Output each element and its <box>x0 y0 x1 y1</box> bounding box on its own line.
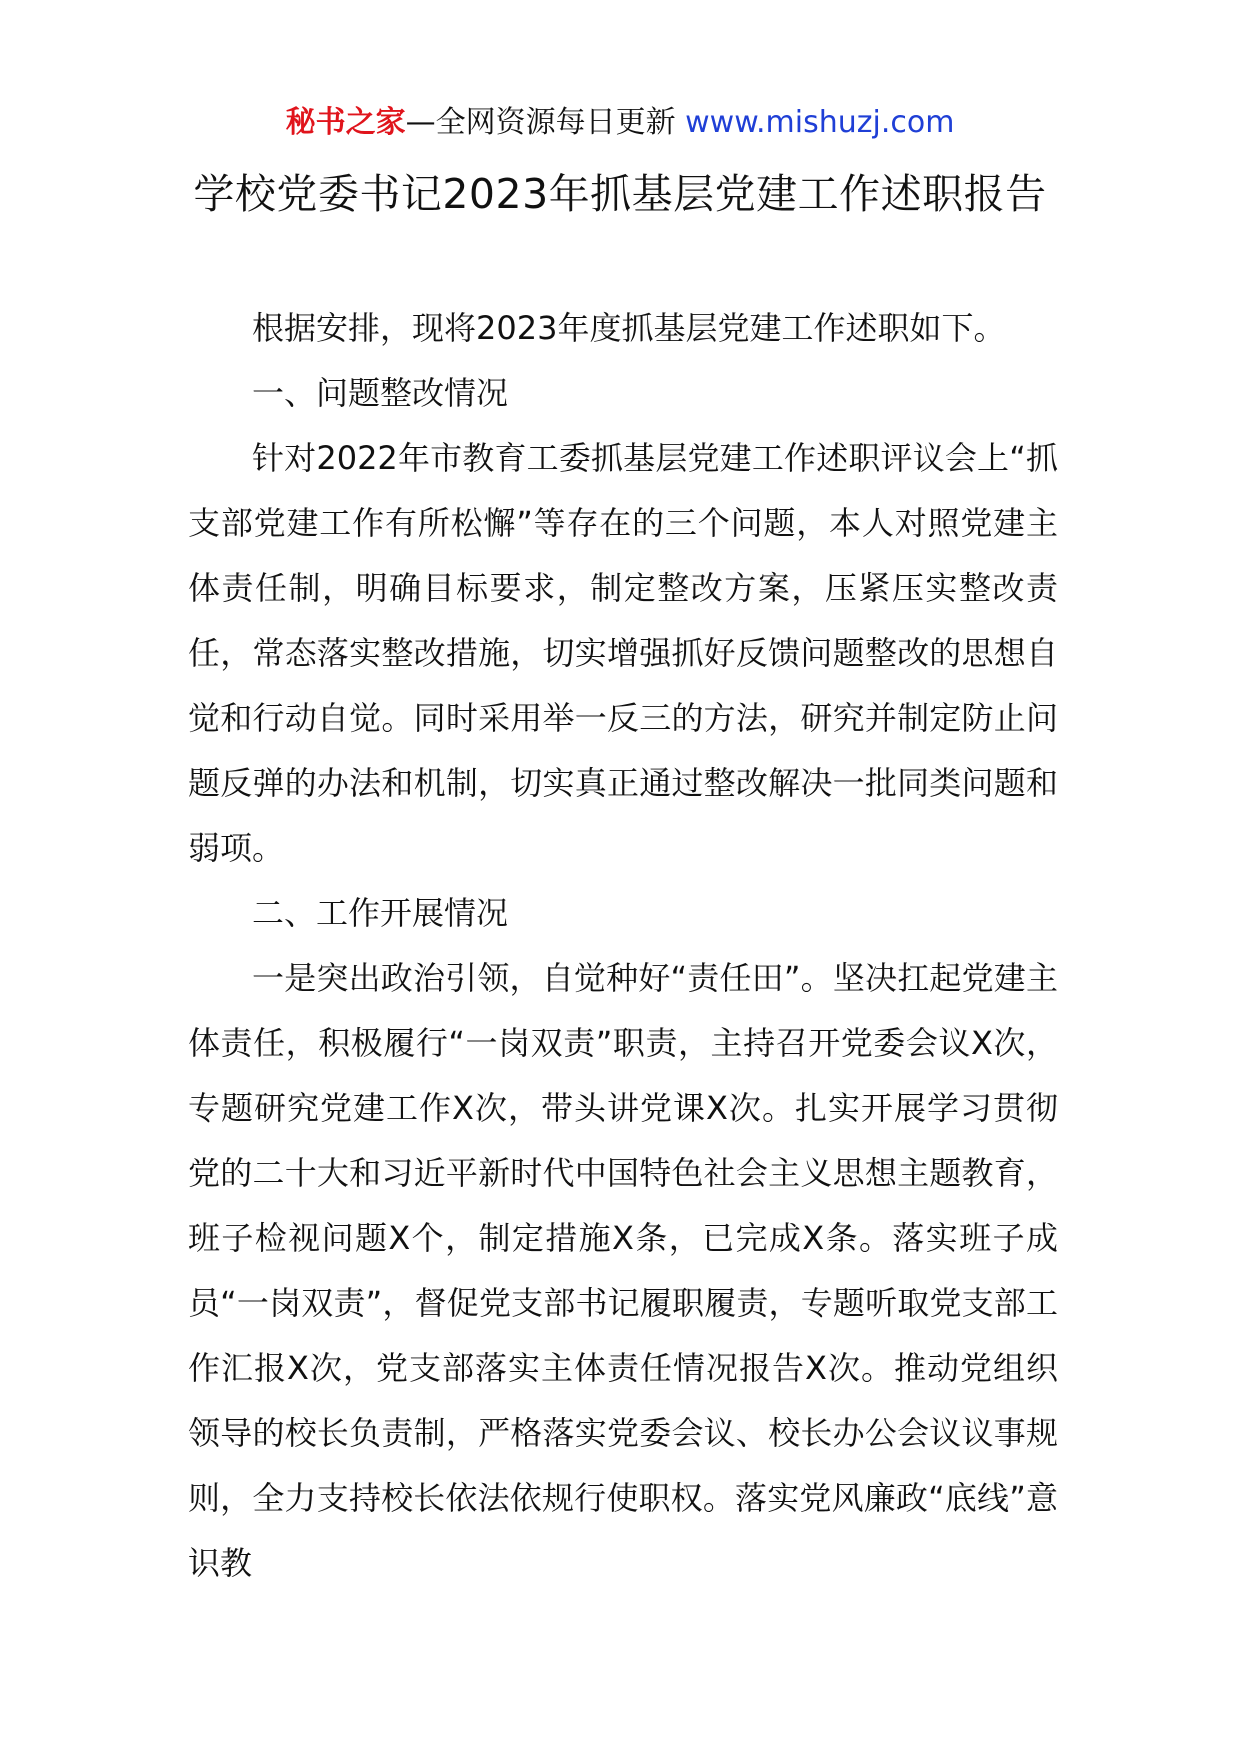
rectification-paragraph: 针对2022年市教育工委抓基层党建工作述职评议会上“抓支部党建工作有所松懈”等存在的三个问题，本人对照党建主体责任制，明确目标要求，制定整改方案，压紧压实整改责任，常态落实整改措施，切实增强抓好反馈问题整改的思想自觉和行动自觉。同时采用举一反三的方法，研究并制定防止问题反弹的办法和机制，切实真正通过整改解决一批同类问题和弱项。 <box>188 439 1058 867</box>
site-slogan: —全网资源每日更新 <box>405 105 676 140</box>
site-brand: 秘书之家 <box>285 105 406 140</box>
section-heading-work: 二、工作开展情况 <box>252 894 509 932</box>
site-header <box>0 102 1240 144</box>
document-body <box>188 296 1058 1596</box>
section-heading-rectification: 一、问题整改情况 <box>252 374 509 412</box>
intro-paragraph: 根据安排，现将2023年度抓基层党建工作述职如下。 <box>252 309 1006 347</box>
work-paragraph: 一是突出政治引领，自觉种好“责任田”。坚决扛起党建主体责任，积极履行“一岗双责”职责，主持召开党委会议X次，专题研究党建工作X次，带头讲党课X次。扎实开展学习贯彻党的二十大和习近平新时代中国特色社会主义思想主题教育，班子检视问题X个，制定措施X条，已完成X条。落实班子成员“一岗双责”，督促党支部书记履职履责，专题听取党支部工作汇报X次，党支部落实主体责任情况报告X次。推动党组织领导的校长负责制，严格落实党委会议、校长办公会议议事规则，全力支持校长依法依规行使职权。落实党风廉政“底线”意识教 <box>188 959 1058 1582</box>
site-url-link[interactable]: www.mishuzj.com <box>685 105 955 140</box>
document-title: 学校党委书记2023年抓基层党建工作述职报告 <box>193 170 1047 218</box>
